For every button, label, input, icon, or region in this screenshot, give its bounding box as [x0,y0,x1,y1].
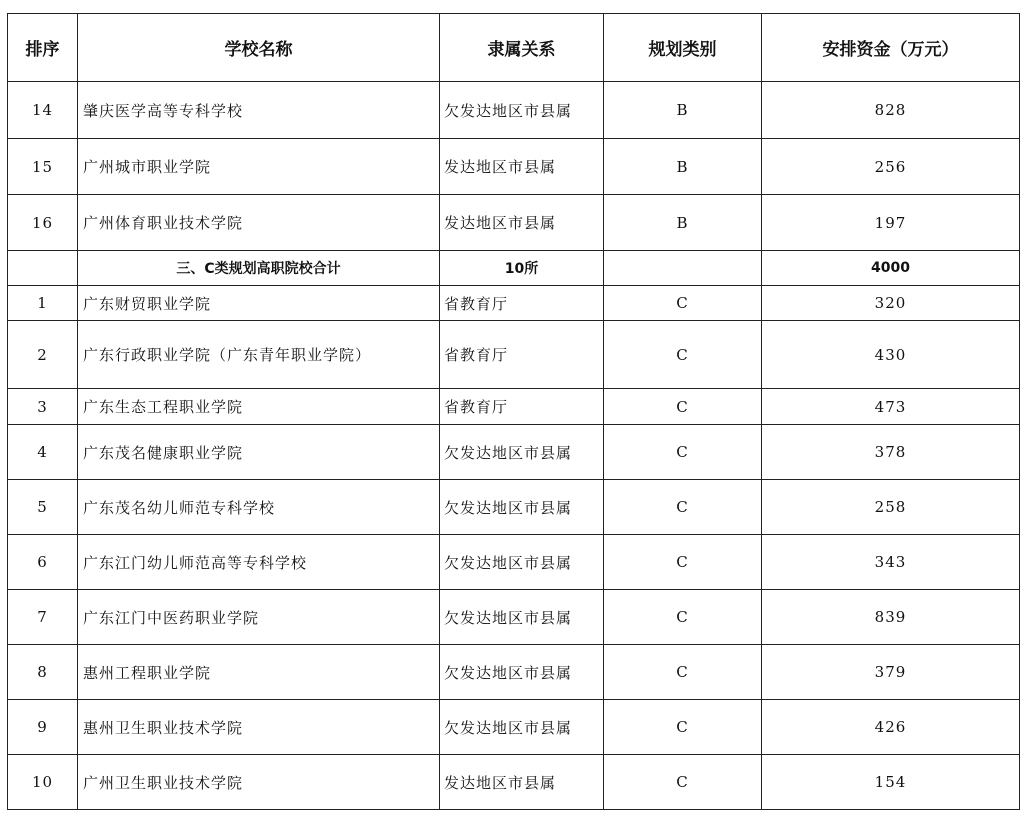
cell-funding: 378 [762,425,1020,480]
table-row [8,645,1020,700]
cell-rank: 8 [8,645,78,700]
cell-category: C [604,535,762,590]
cell-funding: 197 [762,195,1020,251]
cell-affiliation: 发达地区市县属 [440,755,604,810]
cell-rank: 14 [8,82,78,139]
cell-rank: 9 [8,700,78,755]
subtotal-count: 10所 [440,251,604,286]
cell-school-name: 广州体育职业技术学院 [78,195,440,251]
cell-affiliation: 省教育厅 [440,286,604,321]
cell-funding: 839 [762,590,1020,645]
table-row [8,195,1020,251]
table-row [8,139,1020,195]
cell-funding: 379 [762,645,1020,700]
cell-category: C [604,755,762,810]
table-row [8,755,1020,810]
table-row [8,535,1020,590]
cell-school-name: 广东江门中医药职业学院 [78,590,440,645]
cell-school-name: 惠州工程职业学院 [78,645,440,700]
cell-category: B [604,139,762,195]
cell-category-empty [604,251,762,286]
cell-rank: 16 [8,195,78,251]
cell-school-name: 广东茂名健康职业学院 [78,425,440,480]
table-row [8,286,1020,321]
cell-school-name: 惠州卫生职业技术学院 [78,700,440,755]
cell-funding: 320 [762,286,1020,321]
table-row [8,389,1020,425]
funding-table [7,13,1020,810]
cell-rank: 4 [8,425,78,480]
subtotal-total: 4000 [762,251,1020,286]
cell-school-name: 广东行政职业学院（广东青年职业学院） [78,321,440,389]
cell-funding: 426 [762,700,1020,755]
table-header-row [8,14,1020,82]
cell-affiliation: 省教育厅 [440,389,604,425]
table-row [8,700,1020,755]
section-subtotal-row [8,251,1020,286]
cell-affiliation: 欠发达地区市县属 [440,480,604,535]
cell-school-name: 广东江门幼儿师范高等专科学校 [78,535,440,590]
cell-funding: 430 [762,321,1020,389]
cell-school-name: 广东财贸职业学院 [78,286,440,321]
column-header-funding: 安排资金（万元） [762,14,1020,82]
cell-funding: 473 [762,389,1020,425]
cell-school-name: 广州卫生职业技术学院 [78,755,440,810]
cell-rank: 10 [8,755,78,810]
cell-category: B [604,82,762,139]
cell-rank: 3 [8,389,78,425]
cell-affiliation: 欠发达地区市县属 [440,82,604,139]
cell-category: C [604,389,762,425]
table-row [8,590,1020,645]
cell-affiliation: 发达地区市县属 [440,195,604,251]
cell-funding: 343 [762,535,1020,590]
cell-category: C [604,480,762,535]
cell-rank: 5 [8,480,78,535]
column-header-affiliation: 隶属关系 [440,14,604,82]
cell-rank: 2 [8,321,78,389]
cell-funding: 828 [762,82,1020,139]
column-header-rank: 排序 [8,14,78,82]
cell-affiliation: 欠发达地区市县属 [440,535,604,590]
cell-affiliation: 发达地区市县属 [440,139,604,195]
column-header-school-name: 学校名称 [78,14,440,82]
table-row [8,425,1020,480]
cell-affiliation: 欠发达地区市县属 [440,645,604,700]
cell-rank: 1 [8,286,78,321]
table-row [8,321,1020,389]
cell-category: C [604,286,762,321]
cell-affiliation: 欠发达地区市县属 [440,590,604,645]
subtotal-title: 三、C类规划高职院校合计 [78,251,440,286]
cell-category: C [604,700,762,755]
cell-funding: 258 [762,480,1020,535]
column-header-plan-category: 规划类别 [604,14,762,82]
cell-category: C [604,321,762,389]
cell-category: C [604,425,762,480]
cell-rank: 6 [8,535,78,590]
cell-rank: 15 [8,139,78,195]
table-row [8,82,1020,139]
cell-school-name: 肇庆医学高等专科学校 [78,82,440,139]
cell-category: B [604,195,762,251]
cell-school-name: 广东茂名幼儿师范专科学校 [78,480,440,535]
cell-affiliation: 省教育厅 [440,321,604,389]
cell-school-name: 广东生态工程职业学院 [78,389,440,425]
table-row [8,480,1020,535]
cell-affiliation: 欠发达地区市县属 [440,425,604,480]
cell-affiliation: 欠发达地区市县属 [440,700,604,755]
cell-rank-empty [8,251,78,286]
cell-funding: 154 [762,755,1020,810]
cell-category: C [604,590,762,645]
cell-rank: 7 [8,590,78,645]
cell-school-name: 广州城市职业学院 [78,139,440,195]
cell-category: C [604,645,762,700]
cell-funding: 256 [762,139,1020,195]
